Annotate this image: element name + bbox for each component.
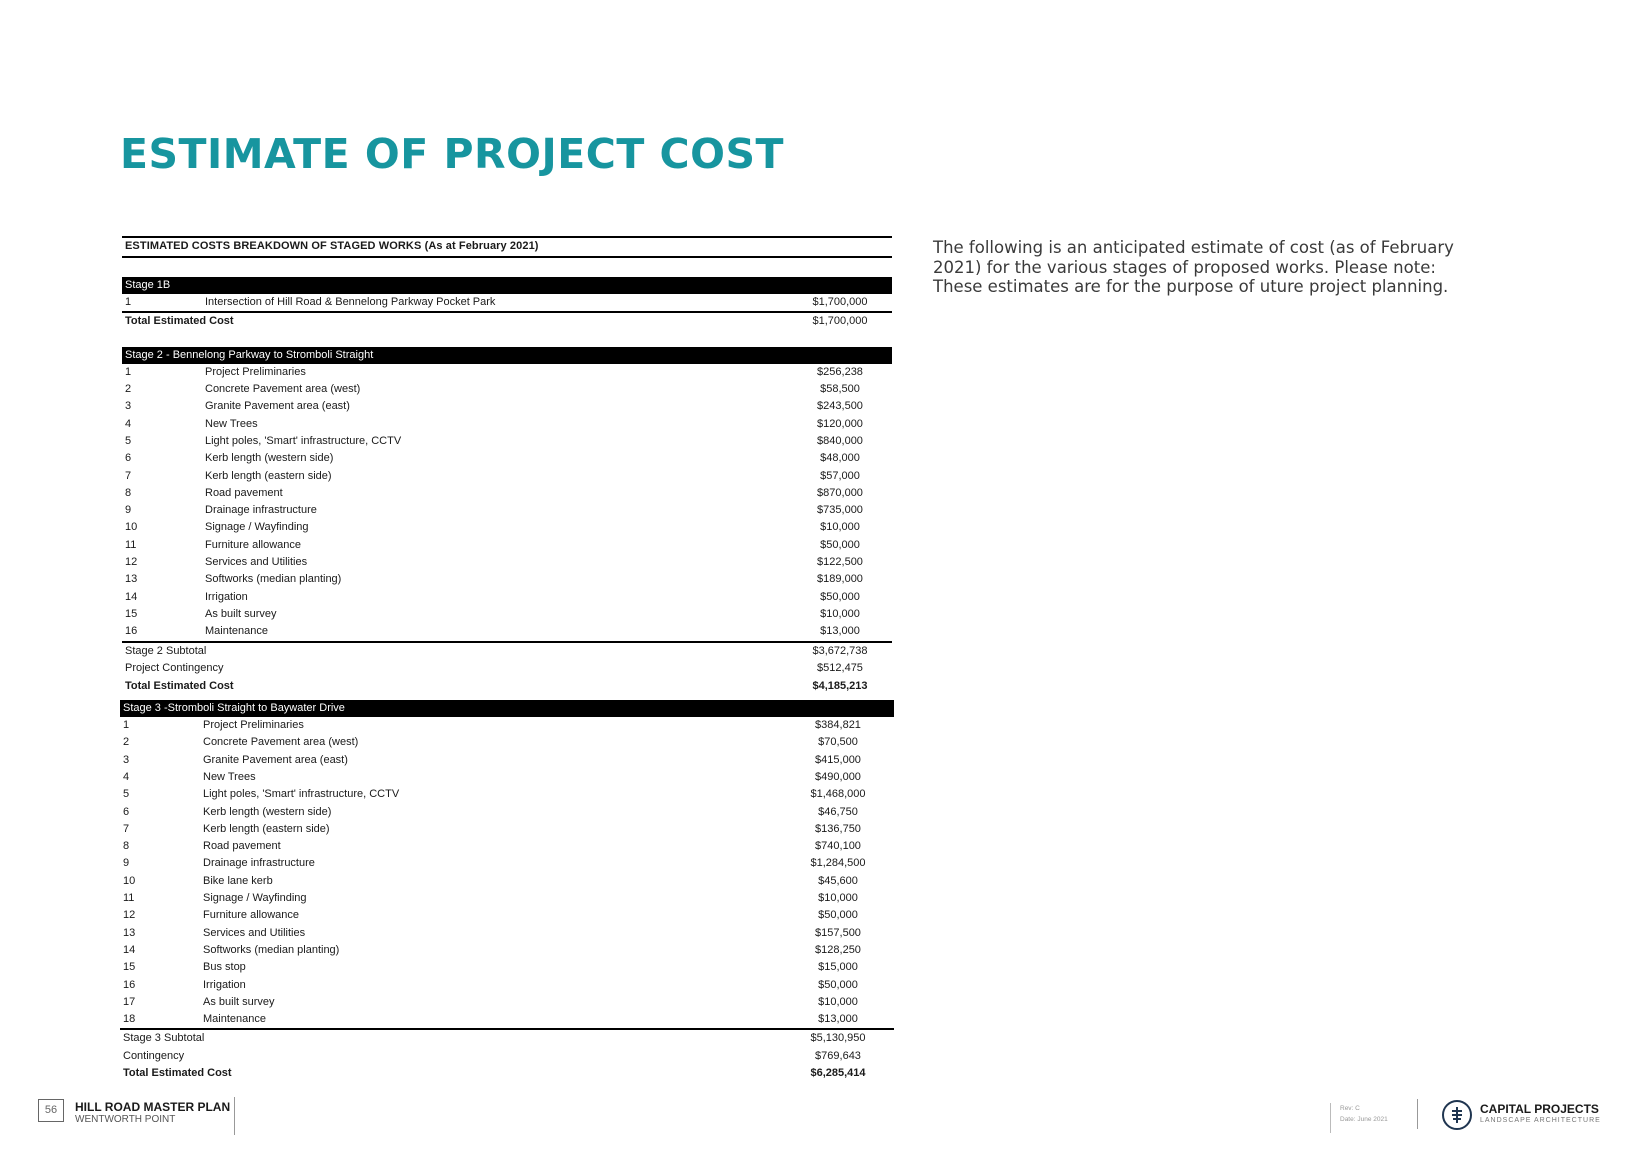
item-amount: $256,238 (817, 365, 863, 378)
item-description: Kerb length (western side) (203, 805, 332, 818)
item-description: Light poles, 'Smart' infrastructure, CCTV (205, 434, 402, 447)
table-row (122, 433, 892, 450)
item-number: 17 (123, 995, 136, 1008)
item-amount: $136,750 (815, 822, 861, 835)
item-amount: $13,000 (818, 1013, 858, 1026)
item-amount: $10,000 (820, 521, 860, 534)
table-row (120, 907, 894, 924)
table-row (120, 873, 894, 890)
revision-block (1330, 1103, 1388, 1133)
item-number: 15 (125, 607, 138, 620)
item-number: 1 (123, 719, 130, 732)
table-row (120, 717, 894, 734)
table-row (122, 485, 892, 502)
total-amount: $6,285,414 (810, 1067, 866, 1080)
table-title: ESTIMATED COSTS BREAKDOWN OF STAGED WORKS (As at February 2021) (122, 236, 892, 258)
item-amount: $189,000 (817, 573, 863, 586)
stage-1b-rows (122, 294, 892, 311)
contingency-row (120, 1048, 894, 1066)
page-title: ESTIMATE OF PROJECT COST (120, 130, 784, 178)
item-description: Drainage infrastructure (205, 504, 317, 517)
item-amount: $50,000 (820, 590, 860, 603)
table-row (122, 381, 892, 398)
item-number: 14 (125, 590, 138, 603)
item-amount: $15,000 (818, 961, 858, 974)
item-description: Furniture allowance (205, 538, 301, 551)
item-description: Project Preliminaries (203, 719, 304, 732)
stage-3 (120, 700, 894, 1083)
stage-3-rows (120, 717, 894, 1028)
item-number: 11 (125, 538, 137, 551)
table-row (122, 571, 892, 588)
item-description: Irrigation (203, 978, 246, 991)
item-number: 9 (123, 857, 130, 870)
table-row (120, 804, 894, 821)
table-row (122, 364, 892, 381)
divider (1417, 1099, 1418, 1129)
total-label: Total Estimated Cost (125, 679, 234, 692)
total-row (120, 1065, 894, 1083)
page-number: 56 (38, 1099, 64, 1122)
stage-2-rows (122, 364, 892, 641)
item-amount: $57,000 (820, 469, 860, 482)
footer-right (1330, 1099, 1630, 1133)
item-description: Granite Pavement area (east) (203, 753, 348, 766)
item-description: Concrete Pavement area (west) (205, 383, 361, 396)
item-amount: $870,000 (817, 486, 863, 499)
subtotal-row (122, 643, 892, 661)
item-amount: $48,000 (820, 452, 860, 465)
item-number: 3 (123, 753, 130, 766)
table-row (122, 416, 892, 433)
item-number: 10 (125, 521, 138, 534)
total-amount: $1,700,000 (812, 315, 868, 328)
capital-projects-logo-icon (1442, 1100, 1472, 1130)
item-number: 16 (123, 978, 136, 991)
item-description: Kerb length (western side) (205, 452, 334, 465)
date-text: Date: June 2021 (1340, 1116, 1388, 1123)
total-label: Total Estimated Cost (125, 315, 234, 328)
table-row (122, 294, 892, 311)
item-description: Bike lane kerb (203, 874, 273, 887)
table-row (122, 468, 892, 485)
item-description: Maintenance (205, 625, 268, 638)
item-amount: $70,500 (818, 736, 858, 749)
item-description: Road pavement (203, 840, 281, 853)
item-description: Maintenance (203, 1013, 266, 1026)
item-description: New Trees (205, 417, 258, 430)
table-row (122, 606, 892, 623)
item-description: Road pavement (205, 486, 283, 499)
table-row (120, 942, 894, 959)
table-row (120, 786, 894, 803)
item-number: 7 (123, 822, 130, 835)
item-number: 18 (123, 1013, 136, 1026)
table-row (120, 821, 894, 838)
item-number: 9 (125, 504, 132, 517)
item-number: 16 (125, 625, 138, 638)
item-number: 2 (123, 736, 130, 749)
item-number: 7 (125, 469, 132, 482)
item-description: Softworks (median planting) (203, 943, 340, 956)
table-row (120, 734, 894, 751)
item-description: Kerb length (eastern side) (203, 822, 330, 835)
document-title: HILL ROAD MASTER PLAN (75, 1100, 231, 1114)
item-number: 12 (125, 556, 138, 569)
item-description: Granite Pavement area (east) (205, 400, 350, 413)
item-description: Services and Utilities (205, 556, 308, 569)
table-row (120, 959, 894, 976)
contingency-amount: $769,643 (815, 1049, 861, 1062)
subtotal-label: Stage 2 Subtotal (125, 644, 207, 657)
item-description: As built survey (203, 995, 275, 1008)
table-row (122, 623, 892, 640)
table-row (120, 890, 894, 907)
item-amount: $415,000 (815, 753, 861, 766)
subtotal-row (120, 1030, 894, 1048)
contingency-row (122, 660, 892, 678)
cost-table (122, 236, 892, 1083)
item-amount: $50,000 (820, 538, 860, 551)
table-row (122, 554, 892, 571)
table-row (122, 450, 892, 467)
item-number: 13 (123, 926, 136, 939)
item-description: Project Preliminaries (205, 365, 306, 378)
table-row (120, 769, 894, 786)
item-amount: $120,000 (817, 417, 863, 430)
item-amount: $50,000 (818, 909, 858, 922)
item-amount: $10,000 (818, 892, 858, 905)
table-row (122, 502, 892, 519)
item-number: 12 (123, 909, 136, 922)
item-description: Softworks (median planting) (205, 573, 342, 586)
item-number: 8 (125, 486, 132, 499)
company-name: CAPITAL PROJECTS (1480, 1102, 1599, 1116)
total-row (122, 678, 892, 696)
item-amount: $46,750 (818, 805, 858, 818)
table-row (120, 855, 894, 872)
item-amount: $128,250 (815, 943, 861, 956)
contingency-label: Contingency (123, 1049, 185, 1062)
item-amount: $735,000 (817, 504, 863, 517)
contingency-label: Project Contingency (125, 662, 224, 675)
item-description: Kerb length (eastern side) (205, 469, 332, 482)
item-description: Irrigation (205, 590, 248, 603)
item-description: Concrete Pavement area (west) (203, 736, 359, 749)
item-number: 5 (125, 434, 132, 447)
item-amount: $840,000 (817, 434, 863, 447)
revision-text: Rev: C (1340, 1105, 1360, 1112)
divider (234, 1097, 235, 1135)
item-number: 2 (125, 383, 132, 396)
stage-header: Stage 3 -Stromboli Straight to Baywater Drive (120, 700, 894, 717)
table-row (120, 994, 894, 1011)
item-amount: $13,000 (820, 625, 860, 638)
item-amount: $10,000 (818, 995, 858, 1008)
subtotal-label: Stage 3 Subtotal (123, 1032, 205, 1045)
item-number: 10 (123, 874, 136, 887)
subtotal-amount: $5,130,950 (810, 1032, 866, 1045)
item-amount: $1,700,000 (812, 296, 868, 308)
item-description: Drainage infrastructure (203, 857, 315, 870)
item-amount: $50,000 (818, 978, 858, 991)
item-description: Intersection of Hill Road & Bennelong Parkway Pocket Park (205, 296, 496, 308)
item-number: 6 (125, 452, 132, 465)
table-row (120, 977, 894, 994)
stage-1b (122, 277, 892, 331)
item-number: 6 (123, 805, 130, 818)
item-amount: $45,600 (818, 874, 858, 887)
total-row (122, 313, 892, 331)
total-amount: $4,185,213 (812, 679, 868, 692)
item-description: Bus stop (203, 961, 246, 974)
item-description: Signage / Wayfinding (205, 521, 309, 534)
item-amount: $243,500 (817, 400, 863, 413)
contingency-amount: $512,475 (817, 662, 863, 675)
table-row (120, 1011, 894, 1028)
item-amount: $384,821 (815, 719, 861, 732)
total-label: Total Estimated Cost (123, 1067, 232, 1080)
stage-2 (122, 347, 892, 695)
item-amount: $122,500 (817, 556, 863, 569)
item-amount: $1,284,500 (810, 857, 866, 870)
logo-glyph-icon (1447, 1105, 1467, 1125)
table-row (120, 925, 894, 942)
company-tagline: LANDSCAPE ARCHITECTURE (1480, 1117, 1601, 1124)
document-subtitle: WENTWORTH POINT (75, 1114, 176, 1125)
item-amount: $490,000 (815, 770, 861, 783)
table-row (122, 589, 892, 606)
stage-header: Stage 1B (122, 277, 892, 294)
item-number: 15 (123, 961, 136, 974)
item-number: 1 (125, 296, 132, 308)
item-amount: $740,100 (815, 840, 861, 853)
item-number: 14 (123, 943, 136, 956)
table-row (122, 398, 892, 415)
item-number: 3 (125, 400, 132, 413)
intro-paragraph: The following is an anticipated estimate of cost (as of February 2021) for the various stages of proposed works. Please note: These estimates are for the purpose of uture project planning. (933, 238, 1454, 296)
item-amount: $10,000 (820, 607, 860, 620)
item-number: 8 (123, 840, 130, 853)
item-description: Signage / Wayfinding (203, 892, 307, 905)
table-row (122, 519, 892, 536)
item-number: 13 (125, 573, 138, 586)
item-number: 5 (123, 788, 130, 801)
item-number: 11 (123, 892, 135, 905)
item-amount: $58,500 (820, 383, 860, 396)
table-row (120, 752, 894, 769)
table-row (120, 838, 894, 855)
item-number: 4 (123, 770, 130, 783)
item-description: Furniture allowance (203, 909, 299, 922)
item-amount: $1,468,000 (810, 788, 866, 801)
item-number: 1 (125, 365, 132, 378)
item-description: As built survey (205, 607, 277, 620)
stage-header: Stage 2 - Bennelong Parkway to Stromboli Straight (122, 347, 892, 364)
item-description: New Trees (203, 770, 256, 783)
item-number: 4 (125, 417, 132, 430)
subtotal-amount: $3,672,738 (812, 644, 868, 657)
item-amount: $157,500 (815, 926, 861, 939)
item-description: Light poles, 'Smart' infrastructure, CCTV (203, 788, 400, 801)
item-description: Services and Utilities (203, 926, 306, 939)
table-row (122, 537, 892, 554)
